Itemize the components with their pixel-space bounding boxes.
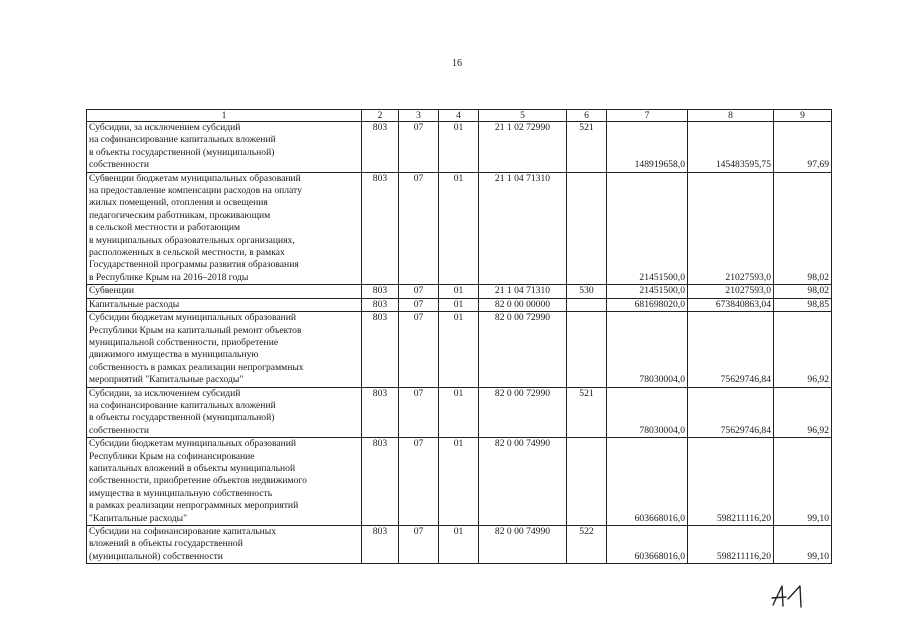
subsection-code: 01 [439, 172, 479, 285]
executed-amount: 673840863,04 [688, 298, 774, 311]
column-header: 5 [479, 110, 567, 122]
ministry-code: 803 [362, 526, 399, 564]
subsection-code: 01 [439, 298, 479, 311]
planned-amount: 78030004,0 [607, 312, 688, 387]
subsection-code: 01 [439, 438, 479, 526]
ministry-code: 803 [362, 438, 399, 526]
planned-amount: 21451500,0 [607, 172, 688, 285]
table-header-row [87, 110, 832, 122]
executed-amount: 598211116,20 [688, 526, 774, 564]
section-code: 07 [399, 526, 439, 564]
execution-percent: 96,92 [774, 312, 832, 387]
row-description: Субсидии на софинансирование капитальных вложений в объекты государственной (муниципальной) собственности [87, 526, 362, 564]
target-article-code: 82 0 00 74990 [479, 438, 567, 526]
table-row [87, 387, 832, 438]
row-description: Субсидии бюджетам муниципальных образований Республики Крым на софинансирование капитальных вложений в объекты муниципальной собственности, приобретение объектов недвижимого имущества в муниципальную собственность в рамках реализации непрограммных мероприятий "Капитальные расходы" [87, 438, 362, 526]
ministry-code: 803 [362, 172, 399, 285]
target-article-code: 21 1 02 72990 [479, 122, 567, 173]
table-row [87, 298, 832, 311]
section-code: 07 [399, 172, 439, 285]
row-description: Капитальные расходы [87, 298, 362, 311]
row-description: Субсидии, за исключением субсидий на софинансирование капитальных вложений в объекты государственной (муниципальной) собственности [87, 122, 362, 173]
subsection-code: 01 [439, 526, 479, 564]
column-header: 9 [774, 110, 832, 122]
table-row [87, 526, 832, 564]
row-description: Субсидии, за исключением субсидий на софинансирование капитальных вложений в объекты государственной (муниципальной) собственности [87, 387, 362, 438]
ministry-code: 803 [362, 285, 399, 298]
row-description: Субвенции [87, 285, 362, 298]
table-row [87, 122, 832, 173]
column-header: 8 [688, 110, 774, 122]
ministry-code: 803 [362, 298, 399, 311]
execution-percent: 97,69 [774, 122, 832, 173]
table-row [87, 312, 832, 387]
ministry-code: 803 [362, 122, 399, 173]
page-number: 16 [452, 58, 462, 69]
section-code: 07 [399, 122, 439, 173]
planned-amount: 681698020,0 [607, 298, 688, 311]
handwritten-signature [770, 583, 810, 609]
row-description: Субсидии бюджетам муниципальных образований Республики Крым на капитальный ремонт объектов муниципальной собственности, приобретение движимого имущества в муниципальную собственность в рамках реализации непрограммных мероприятий "Капитальные расходы" [87, 312, 362, 387]
target-article-code: 82 0 00 00000 [479, 298, 567, 311]
section-code: 07 [399, 312, 439, 387]
executed-amount: 21027593,0 [688, 285, 774, 298]
planned-amount: 603668016,0 [607, 526, 688, 564]
target-article-code: 82 0 00 72990 [479, 312, 567, 387]
executed-amount: 145483595,75 [688, 122, 774, 173]
expense-type-code: 530 [567, 285, 607, 298]
expense-type-code [567, 298, 607, 311]
subsection-code: 01 [439, 312, 479, 387]
section-code: 07 [399, 438, 439, 526]
executed-amount: 598211116,20 [688, 438, 774, 526]
execution-percent: 98,02 [774, 285, 832, 298]
executed-amount: 21027593,0 [688, 172, 774, 285]
executed-amount: 75629746,84 [688, 312, 774, 387]
subsection-code: 01 [439, 285, 479, 298]
subsection-code: 01 [439, 387, 479, 438]
ministry-code: 803 [362, 387, 399, 438]
column-header: 1 [87, 110, 362, 122]
table-row [87, 285, 832, 298]
target-article-code: 21 1 04 71310 [479, 285, 567, 298]
column-header: 3 [399, 110, 439, 122]
column-header: 7 [607, 110, 688, 122]
target-article-code: 82 0 00 74990 [479, 526, 567, 564]
column-header: 2 [362, 110, 399, 122]
planned-amount: 78030004,0 [607, 387, 688, 438]
section-code: 07 [399, 298, 439, 311]
ministry-code: 803 [362, 312, 399, 387]
expense-type-code [567, 312, 607, 387]
expense-type-code: 521 [567, 387, 607, 438]
execution-percent: 98,02 [774, 172, 832, 285]
section-code: 07 [399, 285, 439, 298]
planned-amount: 148919658,0 [607, 122, 688, 173]
column-header: 4 [439, 110, 479, 122]
planned-amount: 603668016,0 [607, 438, 688, 526]
target-article-code: 82 0 00 72990 [479, 387, 567, 438]
expense-type-code [567, 172, 607, 285]
target-article-code: 21 1 04 71310 [479, 172, 567, 285]
table-row [87, 438, 832, 526]
execution-percent: 96,92 [774, 387, 832, 438]
subsection-code: 01 [439, 122, 479, 173]
expense-type-code: 522 [567, 526, 607, 564]
execution-percent: 98,85 [774, 298, 832, 311]
column-header: 6 [567, 110, 607, 122]
row-description: Субвенции бюджетам муниципальных образований на предоставление компенсации расходов на оплату жилых помещений, отопления и освещения педагогическим работникам, проживающим в сельской местности и работающим в муниципальных образовательных организациях, расположенных в сельской местности, в рамках Государственной программы развития образования в Республике Крым на 2016–2018 годы [87, 172, 362, 285]
execution-percent: 99,10 [774, 526, 832, 564]
expense-type-code: 521 [567, 122, 607, 173]
planned-amount: 21451500,0 [607, 285, 688, 298]
executed-amount: 75629746,84 [688, 387, 774, 438]
execution-percent: 99,10 [774, 438, 832, 526]
section-code: 07 [399, 387, 439, 438]
table-row [87, 172, 832, 285]
budget-table [86, 109, 832, 564]
expense-type-code [567, 438, 607, 526]
